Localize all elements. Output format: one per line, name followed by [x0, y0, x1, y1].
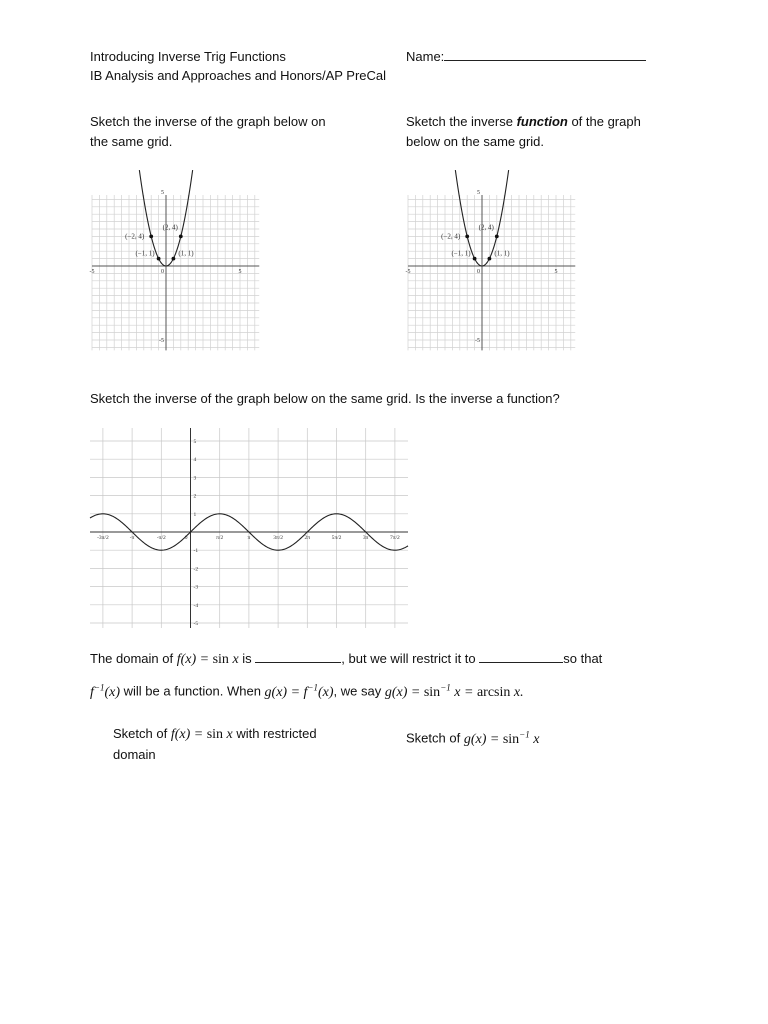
x-tick-label: π/2: [216, 535, 224, 541]
f-inv-sup: −1: [93, 682, 105, 692]
problem1-prompt-line2: the same grid.: [90, 134, 173, 149]
labeled-point: [488, 257, 492, 261]
sketch-f-x: x: [223, 727, 233, 742]
y-tick-label: 4: [193, 457, 197, 464]
tick-label-y-neg: -5: [475, 338, 480, 344]
tick-label-y-pos: 5: [477, 190, 480, 196]
x-tick-label: -π: [129, 535, 135, 541]
g-of-x: g(x) =: [384, 684, 424, 700]
sketch-g-prefix: Sketch of: [406, 730, 464, 746]
sketch-g-sup: −1: [519, 729, 530, 739]
sketch-f-prefix: Sketch of: [113, 726, 171, 741]
course-name: IB Analysis and Approaches and Honors/AP PreCal: [90, 68, 387, 83]
sketch-f-label: [113, 724, 373, 765]
tick-label-x-pos: 5: [554, 269, 558, 275]
sketch-f-expression: [171, 727, 233, 742]
y-tick-label: 1: [193, 511, 197, 518]
sketch-g-sin: sin: [502, 731, 520, 747]
x-tick-label: π: [247, 535, 251, 541]
sketch-g-label: [406, 724, 539, 750]
point-label: (−1, 1): [451, 249, 471, 258]
problem3-prompt: Sketch the inverse of the graph below on the same grid. Is the inverse a function?: [90, 391, 560, 406]
sin-fn-2: sin: [423, 684, 441, 700]
name-field: [406, 47, 646, 67]
domain-text-2: is: [238, 651, 256, 666]
sketch-f-suffix: with restricted: [232, 726, 317, 741]
labeled-point: [465, 235, 469, 239]
name-blank: [444, 48, 646, 61]
domain-text-5: will be a function. When: [120, 683, 265, 699]
point-label: (1, 1): [178, 249, 194, 258]
domain-statement-line1: [90, 649, 602, 670]
g-eq-sup: −1: [307, 682, 318, 692]
point-label: (−2, 4): [441, 232, 461, 241]
problem1-prompt: [90, 112, 370, 152]
problem2-prompt-suffix: of the graph: [567, 114, 641, 129]
domain-text-6: , we say: [333, 683, 385, 699]
x-tick-label: -π/2: [156, 535, 166, 541]
y-tick-label: 5: [193, 439, 197, 445]
problem2-prompt: [406, 112, 706, 152]
sketch-f-line2: domain: [113, 747, 156, 762]
x-tick-label: 5π/2: [331, 535, 342, 541]
x-var: x: [228, 652, 239, 667]
domain-text-4: so that: [563, 651, 603, 666]
problem1-prompt-line1: Sketch the inverse of the graph below on: [90, 114, 326, 129]
g-equals-f-inverse: [264, 682, 334, 700]
f-inv-f: f: [90, 684, 94, 700]
f-inv-arg: (x): [104, 684, 121, 700]
y-tick-label: -1: [193, 548, 199, 555]
parabola-graph-2: [405, 168, 578, 352]
tick-label-x-neg: -5: [89, 269, 95, 275]
labeled-point: [179, 235, 183, 239]
point-label: (−1, 1): [135, 249, 155, 258]
y-tick-label: -4: [193, 602, 199, 609]
labeled-point: [157, 257, 161, 261]
labeled-point: [149, 235, 153, 239]
sketch-g-x: x: [529, 731, 540, 747]
point-label: (−2, 4): [125, 232, 145, 241]
sketch-g-expression: [463, 729, 540, 747]
sin-inv-sup: −1: [440, 682, 451, 692]
f-inverse-expression: [90, 682, 121, 700]
labeled-point: [473, 257, 477, 261]
arcsin-expression: [384, 682, 524, 700]
domain-blank: [255, 650, 341, 663]
point-label: (1, 1): [494, 249, 510, 258]
y-tick-label: -3: [193, 584, 199, 591]
domain-text-3: , but we will restrict it to: [341, 651, 480, 666]
labeled-point: [495, 235, 499, 239]
x-tick-label: 3π/2: [273, 535, 284, 541]
problem2-prompt-prefix: Sketch the inverse: [406, 114, 517, 129]
name-label: Name:: [406, 49, 445, 64]
y-tick-label: -2: [193, 566, 199, 573]
g-eq-f: g(x) = f: [264, 684, 308, 700]
tick-label-x-pos: 5: [238, 269, 242, 275]
y-tick-label: 3: [193, 475, 197, 482]
f-of-x: f(x) =: [176, 652, 213, 667]
sin-fn: sin: [212, 652, 229, 667]
worksheet-title: Introducing Inverse Trig Functions: [90, 49, 286, 64]
sketch-g-gx: g(x) =: [463, 731, 503, 747]
g-eq-arg: (x): [318, 684, 334, 700]
arcsin-fn: arcsin: [476, 684, 511, 700]
y-tick-label: 2: [193, 493, 197, 500]
parabola-graph-1: [89, 168, 262, 352]
x-tick-label: 2π: [304, 535, 311, 541]
x-tick-label: 0: [184, 535, 188, 541]
x-tick-label: -3π/2: [97, 535, 109, 541]
x-equals: x =: [450, 684, 477, 700]
domain-text-1: The domain of: [90, 651, 177, 666]
x-end: x.: [510, 684, 524, 700]
labeled-point: [172, 257, 176, 261]
tick-label-y-neg: -5: [159, 338, 164, 344]
f-of-x-expression: [177, 652, 239, 667]
x-tick-label: 7π/2: [389, 535, 400, 541]
point-label: (2, 4): [162, 223, 178, 232]
tick-label-origin: 0: [161, 269, 164, 275]
tick-label-origin: 0: [477, 269, 480, 275]
restricted-domain-blank: [479, 650, 563, 663]
y-tick-label: -5: [193, 621, 199, 627]
tick-label-x-neg: -5: [405, 269, 411, 275]
domain-statement-line2: [90, 677, 524, 703]
tick-label-y-pos: 5: [161, 190, 164, 196]
sketch-f-sin: sin: [206, 727, 224, 742]
point-label: (2, 4): [478, 223, 494, 232]
problem2-prompt-emphasis: function: [516, 114, 568, 129]
problem2-prompt-line2: below on the same grid.: [406, 134, 545, 149]
sketch-f-fx: f(x) =: [170, 727, 207, 742]
x-tick-label: 3π: [362, 535, 369, 541]
sine-graph: [90, 428, 408, 628]
